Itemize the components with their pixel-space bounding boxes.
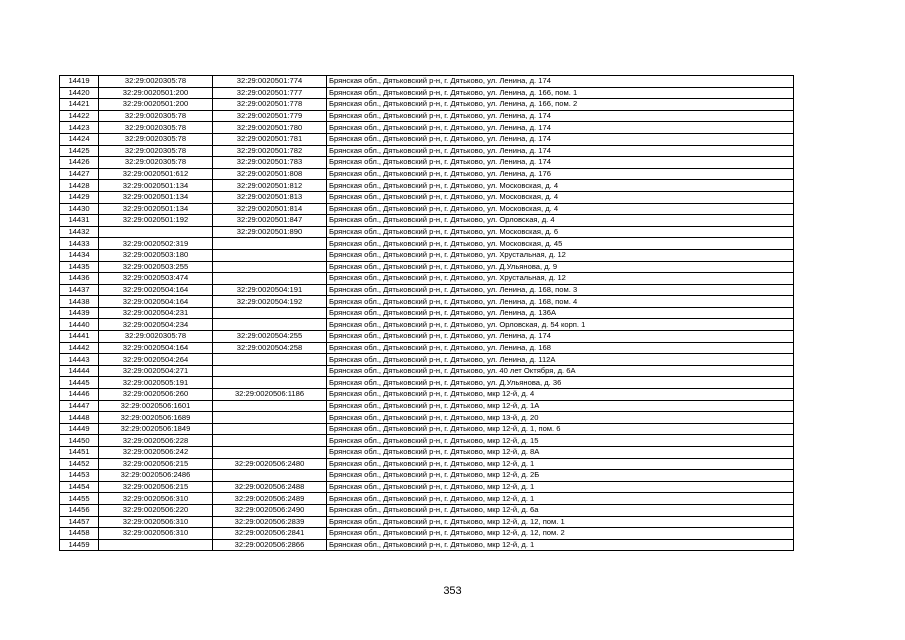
cadastral-number-cell: 32:29:0020506:220 <box>99 504 213 516</box>
row-number-cell: 14456 <box>60 504 99 516</box>
row-number-cell: 14436 <box>60 273 99 285</box>
object-cadastral-number-cell: 32:29:0020501:783 <box>213 157 327 169</box>
table-row <box>60 365 794 377</box>
row-number-cell: 14448 <box>60 412 99 424</box>
object-cadastral-number-cell: 32:29:0020506:2839 <box>213 516 327 528</box>
object-cadastral-number-cell <box>213 249 327 261</box>
table-row <box>60 470 794 482</box>
cadastral-number-cell: 32:29:0020506:228 <box>99 435 213 447</box>
table-row <box>60 504 794 516</box>
object-cadastral-number-cell: 32:29:0020501:780 <box>213 122 327 134</box>
cadastral-number-cell: 32:29:0020503:474 <box>99 273 213 285</box>
cadastral-number-cell: 32:29:0020504:164 <box>99 342 213 354</box>
cadastral-number-cell: 32:29:0020506:1849 <box>99 423 213 435</box>
object-cadastral-number-cell: 32:29:0020501:778 <box>213 99 327 111</box>
table-row <box>60 400 794 412</box>
address-cell: Брянская обл., Дятьковский р-н, г. Дятьково, ул. Ленина, д. 174 <box>327 122 794 134</box>
address-cell: Брянская обл., Дятьковский р-н, г. Дятьково, ул. Московская, д. 45 <box>327 238 794 250</box>
row-number-cell: 14420 <box>60 87 99 99</box>
address-cell: Брянская обл., Дятьковский р-н, г. Дятьково, ул. Хрустальная, д. 12 <box>327 249 794 261</box>
object-cadastral-number-cell <box>213 307 327 319</box>
row-number-cell: 14454 <box>60 481 99 493</box>
address-cell: Брянская обл., Дятьковский р-н, г. Дятьково, ул. Ленина, д. 166, пом. 2 <box>327 99 794 111</box>
address-cell: Брянская обл., Дятьковский р-н, г. Дятьково, ул. Орловская, д. 4 <box>327 215 794 227</box>
object-cadastral-number-cell: 32:29:0020506:2488 <box>213 481 327 493</box>
cadastral-number-cell: 32:29:0020504:234 <box>99 319 213 331</box>
table-row <box>60 423 794 435</box>
object-cadastral-number-cell <box>213 261 327 273</box>
object-cadastral-number-cell: 32:29:0020501:813 <box>213 191 327 203</box>
address-cell: Брянская обл., Дятьковский р-н, г. Дятьково, ул. Ленина, д. 174 <box>327 145 794 157</box>
cadastral-number-cell: 32:29:0020501:134 <box>99 180 213 192</box>
object-cadastral-number-cell: 32:29:0020501:890 <box>213 226 327 238</box>
row-number-cell: 14432 <box>60 226 99 238</box>
object-cadastral-number-cell: 32:29:0020501:777 <box>213 87 327 99</box>
table-row <box>60 354 794 366</box>
cadastral-number-cell: 32:29:0020504:264 <box>99 354 213 366</box>
row-number-cell: 14449 <box>60 423 99 435</box>
object-cadastral-number-cell: 32:29:0020501:812 <box>213 180 327 192</box>
object-cadastral-number-cell: 32:29:0020506:2480 <box>213 458 327 470</box>
object-cadastral-number-cell <box>213 273 327 285</box>
table-row <box>60 458 794 470</box>
table-row <box>60 296 794 308</box>
row-number-cell: 14445 <box>60 377 99 389</box>
address-cell: Брянская обл., Дятьковский р-н, г. Дятьково, мкр 12-й, д. 6а <box>327 504 794 516</box>
object-cadastral-number-cell <box>213 377 327 389</box>
cadastral-number-cell: 32:29:0020506:215 <box>99 481 213 493</box>
object-cadastral-number-cell <box>213 354 327 366</box>
object-cadastral-number-cell: 32:29:0020501:779 <box>213 110 327 122</box>
address-cell: Брянская обл., Дятьковский р-н, г. Дятьково, ул. Ленина, д. 174 <box>327 331 794 343</box>
row-number-cell: 14434 <box>60 249 99 261</box>
table-row <box>60 133 794 145</box>
address-cell: Брянская обл., Дятьковский р-н, г. Дятьково, ул. Ленина, д. 176 <box>327 168 794 180</box>
address-cell: Брянская обл., Дятьковский р-н, г. Дятьково, ул. Ленина, д. 174 <box>327 76 794 88</box>
object-cadastral-number-cell: 32:29:0020504:192 <box>213 296 327 308</box>
address-cell: Брянская обл., Дятьковский р-н, г. Дятьково, мкр 12-й, д. 15 <box>327 435 794 447</box>
cadastral-number-cell: 32:29:0020305:78 <box>99 145 213 157</box>
register-table-body <box>60 76 794 551</box>
row-number-cell: 14450 <box>60 435 99 447</box>
table-row <box>60 226 794 238</box>
object-cadastral-number-cell: 32:29:0020506:2489 <box>213 493 327 505</box>
object-cadastral-number-cell: 32:29:0020506:2866 <box>213 539 327 551</box>
cadastral-number-cell: 32:29:0020504:164 <box>99 284 213 296</box>
table-row <box>60 180 794 192</box>
address-cell: Брянская обл., Дятьковский р-н, г. Дятьково, ул. Д.Ульянова, д. 9 <box>327 261 794 273</box>
address-cell: Брянская обл., Дятьковский р-н, г. Дятьково, мкр 12-й, д. 2Б <box>327 470 794 482</box>
cadastral-number-cell: 32:29:0020506:215 <box>99 458 213 470</box>
cadastral-number-cell: 32:29:0020305:78 <box>99 133 213 145</box>
row-number-cell: 14419 <box>60 76 99 88</box>
row-number-cell: 14443 <box>60 354 99 366</box>
table-row <box>60 389 794 401</box>
object-cadastral-number-cell: 32:29:0020501:774 <box>213 76 327 88</box>
table-row <box>60 331 794 343</box>
row-number-cell: 14437 <box>60 284 99 296</box>
address-cell: Брянская обл., Дятьковский р-н, г. Дятьково, ул. Московская, д. 4 <box>327 180 794 192</box>
cadastral-number-cell: 32:29:0020502:319 <box>99 238 213 250</box>
object-cadastral-number-cell: 32:29:0020506:1186 <box>213 389 327 401</box>
row-number-cell: 14455 <box>60 493 99 505</box>
address-cell: Брянская обл., Дятьковский р-н, г. Дятьково, ул. Московская, д. 4 <box>327 203 794 215</box>
row-number-cell: 14453 <box>60 470 99 482</box>
address-cell: Брянская обл., Дятьковский р-н, г. Дятьково, ул. 40 лет Октября, д. 6А <box>327 365 794 377</box>
row-number-cell: 14431 <box>60 215 99 227</box>
object-cadastral-number-cell <box>213 412 327 424</box>
cadastral-number-cell: 32:29:0020504:271 <box>99 365 213 377</box>
table-row <box>60 168 794 180</box>
object-cadastral-number-cell <box>213 365 327 377</box>
cadastral-number-cell: 32:29:0020506:310 <box>99 516 213 528</box>
cadastral-number-cell: 32:29:0020501:192 <box>99 215 213 227</box>
object-cadastral-number-cell <box>213 435 327 447</box>
cadastral-number-cell: 32:29:0020501:612 <box>99 168 213 180</box>
object-cadastral-number-cell: 32:29:0020506:2490 <box>213 504 327 516</box>
cadastral-number-cell: 32:29:0020305:78 <box>99 76 213 88</box>
table-row <box>60 203 794 215</box>
address-cell: Брянская обл., Дятьковский р-н, г. Дятьково, ул. Ленина, д. 174 <box>327 157 794 169</box>
table-row <box>60 481 794 493</box>
object-cadastral-number-cell <box>213 423 327 435</box>
row-number-cell: 14447 <box>60 400 99 412</box>
cadastral-number-cell: 32:29:0020501:200 <box>99 99 213 111</box>
address-cell: Брянская обл., Дятьковский р-н, г. Дятьково, ул. Ленина, д. 174 <box>327 133 794 145</box>
address-cell: Брянская обл., Дятьковский р-н, г. Дятьково, ул. Хрустальная, д. 12 <box>327 273 794 285</box>
address-cell: Брянская обл., Дятьковский р-н, г. Дятьково, ул. Московская, д. 6 <box>327 226 794 238</box>
row-number-cell: 14441 <box>60 331 99 343</box>
object-cadastral-number-cell: 32:29:0020501:808 <box>213 168 327 180</box>
row-number-cell: 14433 <box>60 238 99 250</box>
object-cadastral-number-cell: 32:29:0020501:847 <box>213 215 327 227</box>
cadastral-number-cell <box>99 226 213 238</box>
row-number-cell: 14435 <box>60 261 99 273</box>
cadastral-number-cell: 32:29:0020504:164 <box>99 296 213 308</box>
row-number-cell: 14423 <box>60 122 99 134</box>
cadastral-number-cell: 32:29:0020506:1601 <box>99 400 213 412</box>
cadastral-number-cell: 32:29:0020305:78 <box>99 157 213 169</box>
row-number-cell: 14426 <box>60 157 99 169</box>
address-cell: Брянская обл., Дятьковский р-н, г. Дятьково, мкр 12-й, д. 1 <box>327 493 794 505</box>
table-row <box>60 76 794 88</box>
cadastral-number-cell <box>99 539 213 551</box>
cadastral-number-cell: 32:29:0020501:200 <box>99 87 213 99</box>
object-cadastral-number-cell <box>213 447 327 459</box>
cadastral-number-cell: 32:29:0020305:78 <box>99 331 213 343</box>
cadastral-number-cell: 32:29:0020506:242 <box>99 447 213 459</box>
row-number-cell: 14424 <box>60 133 99 145</box>
table-row <box>60 447 794 459</box>
address-cell: Брянская обл., Дятьковский р-н, г. Дятьково, мкр 12-й, д. 1 <box>327 539 794 551</box>
table-row <box>60 110 794 122</box>
cadastral-number-cell: 32:29:0020305:78 <box>99 110 213 122</box>
address-cell: Брянская обл., Дятьковский р-н, г. Дятьково, мкр 12-й, д. 8А <box>327 447 794 459</box>
object-cadastral-number-cell: 32:29:0020504:255 <box>213 331 327 343</box>
table-row <box>60 261 794 273</box>
table-row <box>60 307 794 319</box>
cadastral-number-cell: 32:29:0020506:260 <box>99 389 213 401</box>
cadastral-number-cell: 32:29:0020501:134 <box>99 203 213 215</box>
table-row <box>60 273 794 285</box>
table-row <box>60 435 794 447</box>
address-cell: Брянская обл., Дятьковский р-н, г. Дятьково, мкр 12-й, д. 12, пом. 2 <box>327 528 794 540</box>
object-cadastral-number-cell: 32:29:0020504:191 <box>213 284 327 296</box>
object-cadastral-number-cell <box>213 400 327 412</box>
row-number-cell: 14422 <box>60 110 99 122</box>
cadastral-number-cell: 32:29:0020506:2486 <box>99 470 213 482</box>
register-table <box>59 75 794 551</box>
row-number-cell: 14429 <box>60 191 99 203</box>
address-cell: Брянская обл., Дятьковский р-н, г. Дятьково, мкр 12-й, д. 1 <box>327 458 794 470</box>
row-number-cell: 14457 <box>60 516 99 528</box>
row-number-cell: 14439 <box>60 307 99 319</box>
object-cadastral-number-cell: 32:29:0020506:2841 <box>213 528 327 540</box>
address-cell: Брянская обл., Дятьковский р-н, г. Дятьково, ул. Ленина, д. 168, пом. 4 <box>327 296 794 308</box>
address-cell: Брянская обл., Дятьковский р-н, г. Дятьково, ул. Московская, д. 4 <box>327 191 794 203</box>
address-cell: Брянская обл., Дятьковский р-н, г. Дятьково, мкр 12-й, д. 1, пом. 6 <box>327 423 794 435</box>
row-number-cell: 14458 <box>60 528 99 540</box>
object-cadastral-number-cell: 32:29:0020501:781 <box>213 133 327 145</box>
address-cell: Брянская обл., Дятьковский р-н, г. Дятьково, ул. Ленина, д. 112А <box>327 354 794 366</box>
row-number-cell: 14421 <box>60 99 99 111</box>
address-cell: Брянская обл., Дятьковский р-н, г. Дятьково, ул. Ленина, д. 168 <box>327 342 794 354</box>
object-cadastral-number-cell <box>213 470 327 482</box>
table-row <box>60 145 794 157</box>
object-cadastral-number-cell <box>213 238 327 250</box>
cadastral-number-cell: 32:29:0020504:231 <box>99 307 213 319</box>
address-cell: Брянская обл., Дятьковский р-н, г. Дятьково, мкр 12-й, д. 4 <box>327 389 794 401</box>
table-row <box>60 493 794 505</box>
table-row <box>60 412 794 424</box>
address-cell: Брянская обл., Дятьковский р-н, г. Дятьково, мкр 13-й, д. 20 <box>327 412 794 424</box>
address-cell: Брянская обл., Дятьковский р-н, г. Дятьково, ул. Д.Ульянова, д. 36 <box>327 377 794 389</box>
table-row <box>60 377 794 389</box>
row-number-cell: 14438 <box>60 296 99 308</box>
row-number-cell: 14451 <box>60 447 99 459</box>
cadastral-number-cell: 32:29:0020503:180 <box>99 249 213 261</box>
address-cell: Брянская обл., Дятьковский р-н, г. Дятьково, ул. Орловская, д. 54 корп. 1 <box>327 319 794 331</box>
table-row <box>60 284 794 296</box>
cadastral-number-cell: 32:29:0020305:78 <box>99 122 213 134</box>
table-row <box>60 99 794 111</box>
row-number-cell: 14428 <box>60 180 99 192</box>
address-cell: Брянская обл., Дятьковский р-н, г. Дятьково, мкр 12-й, д. 1 <box>327 481 794 493</box>
row-number-cell: 14446 <box>60 389 99 401</box>
row-number-cell: 14459 <box>60 539 99 551</box>
row-number-cell: 14442 <box>60 342 99 354</box>
row-number-cell: 14440 <box>60 319 99 331</box>
cadastral-number-cell: 32:29:0020506:310 <box>99 528 213 540</box>
object-cadastral-number-cell: 32:29:0020501:782 <box>213 145 327 157</box>
table-row <box>60 157 794 169</box>
address-cell: Брянская обл., Дятьковский р-н, г. Дятьково, ул. Ленина, д. 166, пом. 1 <box>327 87 794 99</box>
table-row <box>60 122 794 134</box>
cadastral-number-cell: 32:29:0020506:1689 <box>99 412 213 424</box>
table-row <box>60 539 794 551</box>
table-row <box>60 249 794 261</box>
row-number-cell: 14425 <box>60 145 99 157</box>
row-number-cell: 14427 <box>60 168 99 180</box>
cadastral-number-cell: 32:29:0020506:310 <box>99 493 213 505</box>
address-cell: Брянская обл., Дятьковский р-н, г. Дятьково, мкр 12-й, д. 1А <box>327 400 794 412</box>
object-cadastral-number-cell <box>213 319 327 331</box>
object-cadastral-number-cell: 32:29:0020501:814 <box>213 203 327 215</box>
cadastral-number-cell: 32:29:0020503:255 <box>99 261 213 273</box>
table-row <box>60 528 794 540</box>
address-cell: Брянская обл., Дятьковский р-н, г. Дятьково, мкр 12-й, д. 12, пом. 1 <box>327 516 794 528</box>
address-cell: Брянская обл., Дятьковский р-н, г. Дятьково, ул. Ленина, д. 136А <box>327 307 794 319</box>
row-number-cell: 14430 <box>60 203 99 215</box>
table-row <box>60 516 794 528</box>
table-row <box>60 87 794 99</box>
row-number-cell: 14444 <box>60 365 99 377</box>
cadastral-number-cell: 32:29:0020501:134 <box>99 191 213 203</box>
object-cadastral-number-cell: 32:29:0020504:258 <box>213 342 327 354</box>
page-number: 353 <box>443 585 462 597</box>
address-cell: Брянская обл., Дятьковский р-н, г. Дятьково, ул. Ленина, д. 174 <box>327 110 794 122</box>
table-row <box>60 191 794 203</box>
table-row <box>60 238 794 250</box>
table-row <box>60 215 794 227</box>
address-cell: Брянская обл., Дятьковский р-н, г. Дятьково, ул. Ленина, д. 168, пом. 3 <box>327 284 794 296</box>
table-row <box>60 319 794 331</box>
row-number-cell: 14452 <box>60 458 99 470</box>
cadastral-number-cell: 32:29:0020505:191 <box>99 377 213 389</box>
table-row <box>60 342 794 354</box>
